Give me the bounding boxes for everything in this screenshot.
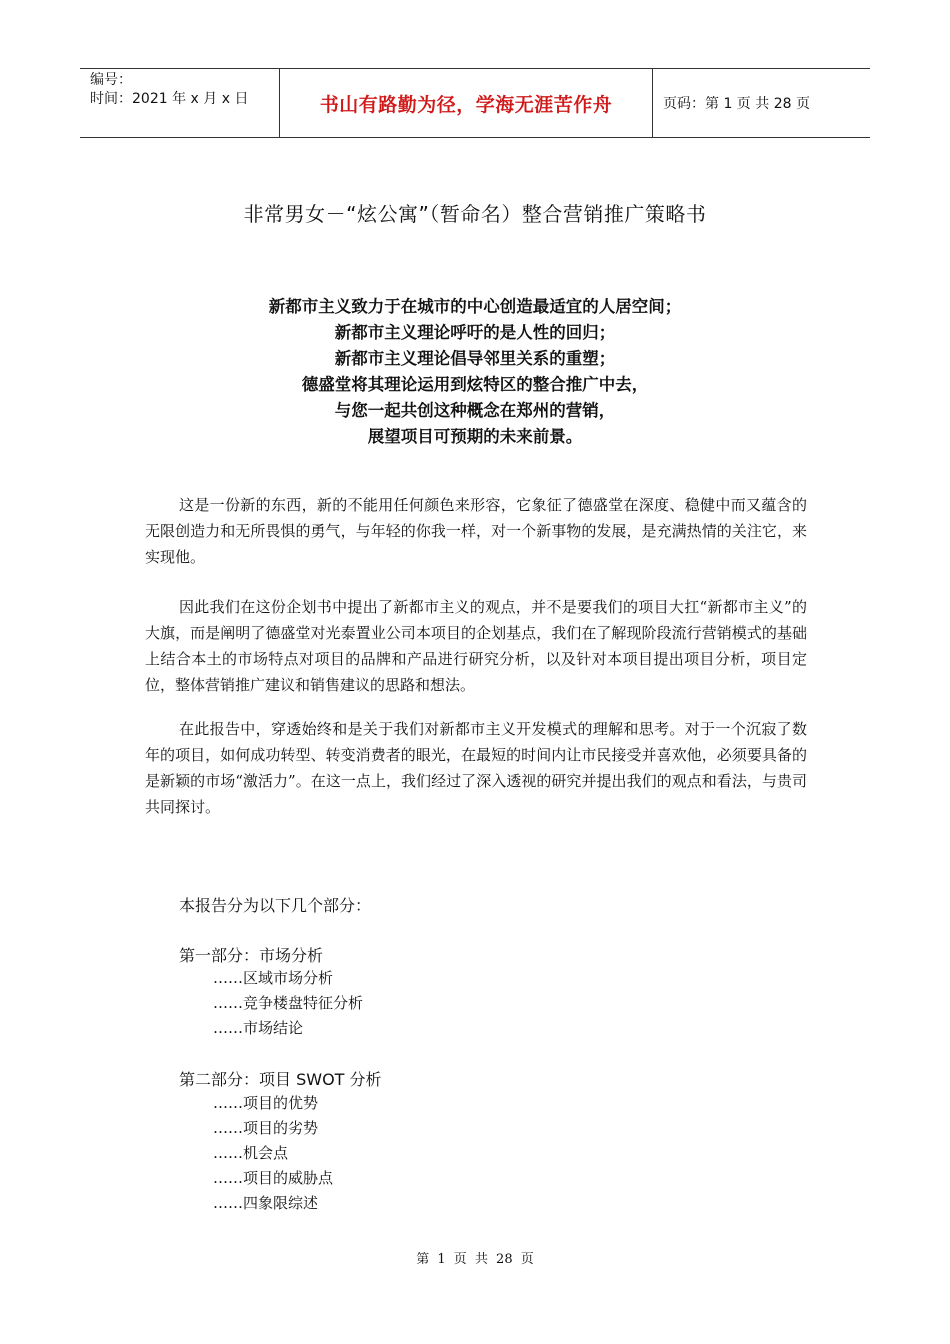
- motto-line: 新都市主义理论倡导邻里关系的重塑；: [334, 349, 616, 368]
- document-title: 非常男女－“炫公寓”（暂命名）整合营销推广策略书: [243, 202, 707, 226]
- toc-item: ……区域市场分析: [213, 969, 334, 987]
- motto-line: 新都市主义致力于在城市的中心创造最适宜的人居空间；: [268, 297, 682, 316]
- toc-item: ……项目的劣势: [213, 1119, 319, 1137]
- toc-intro: 本报告分为以下几个部分：: [179, 896, 372, 915]
- toc-item: ……竞争楼盘特征分析: [213, 994, 364, 1012]
- page-header: [80, 68, 870, 138]
- body-paragraph: 在此报告中，穿透始终和是关于我们对新都市主义开发模式的理解和思考。对于一个沉寂了数年的项目，如何成功转型、转变消费者的眼光，在最短的时间内让市民接受并喜欢他，必须要具备的是新颖的市场“激活力”。在这一点上，我们经过了深入透视的研究并提出我们的观点和看法，与贵司共同探讨。: [145, 720, 807, 816]
- page-footer: 第 1 页 共 28 页: [416, 1252, 534, 1267]
- motto-line: 与您一起共创这种概念在郑州的营销，: [334, 401, 616, 420]
- motto-line: 展望项目可预期的未来前景。: [367, 427, 583, 446]
- toc-item: ……四象限综述: [213, 1194, 319, 1212]
- header-meta: [80, 69, 280, 137]
- doc-number-label: 编号：: [90, 72, 132, 88]
- toc-item: ……项目的威胁点: [213, 1169, 334, 1187]
- header-page-info: 页码：第 1 页 共 28 页: [663, 96, 810, 112]
- body-paragraph: 这是一份新的东西，新的不能用任何颜色来形容，它象征了德盛堂在深度、稳健中而又蕴含的无限创造力和无所畏惧的勇气，与年轻的你我一样，对一个新事物的发展，是充满热情的关注它，来实现他。: [145, 496, 807, 566]
- toc-item: ……项目的优势: [213, 1094, 319, 1112]
- toc-item: ……市场结论: [213, 1019, 304, 1037]
- doc-date: 时间：2021 年 x 月 x 日: [90, 91, 249, 107]
- body-paragraph: 因此我们在这份企划书中提出了新都市主义的观点，并不是要我们的项目大扛“新都市主义”的大旗，而是阐明了德盛堂对光泰置业公司本项目的企划基点，我们在了解现阶段流行营销模式的基础上结合本土的市场特点对项目的品牌和产品进行研究分析，以及针对本项目提出项目分析，项目定位，整体营销推广建议和销售建议的思路和想法。: [145, 598, 807, 694]
- motto-line: 德盛堂将其理论运用到炫特区的整合推广中去，: [301, 375, 649, 394]
- toc-item: ……机会点: [213, 1144, 289, 1162]
- toc-part1-heading: 第一部分：市场分析: [179, 946, 324, 965]
- motto-line: 新都市主义理论呼吁的是人性的回归；: [334, 323, 616, 342]
- motto-block: [0, 294, 950, 450]
- toc-part2-heading: 第二部分：项目 SWOT 分析: [179, 1070, 382, 1089]
- header-slogan: 书山有路勤为径，学海无涯苦作舟: [280, 69, 653, 137]
